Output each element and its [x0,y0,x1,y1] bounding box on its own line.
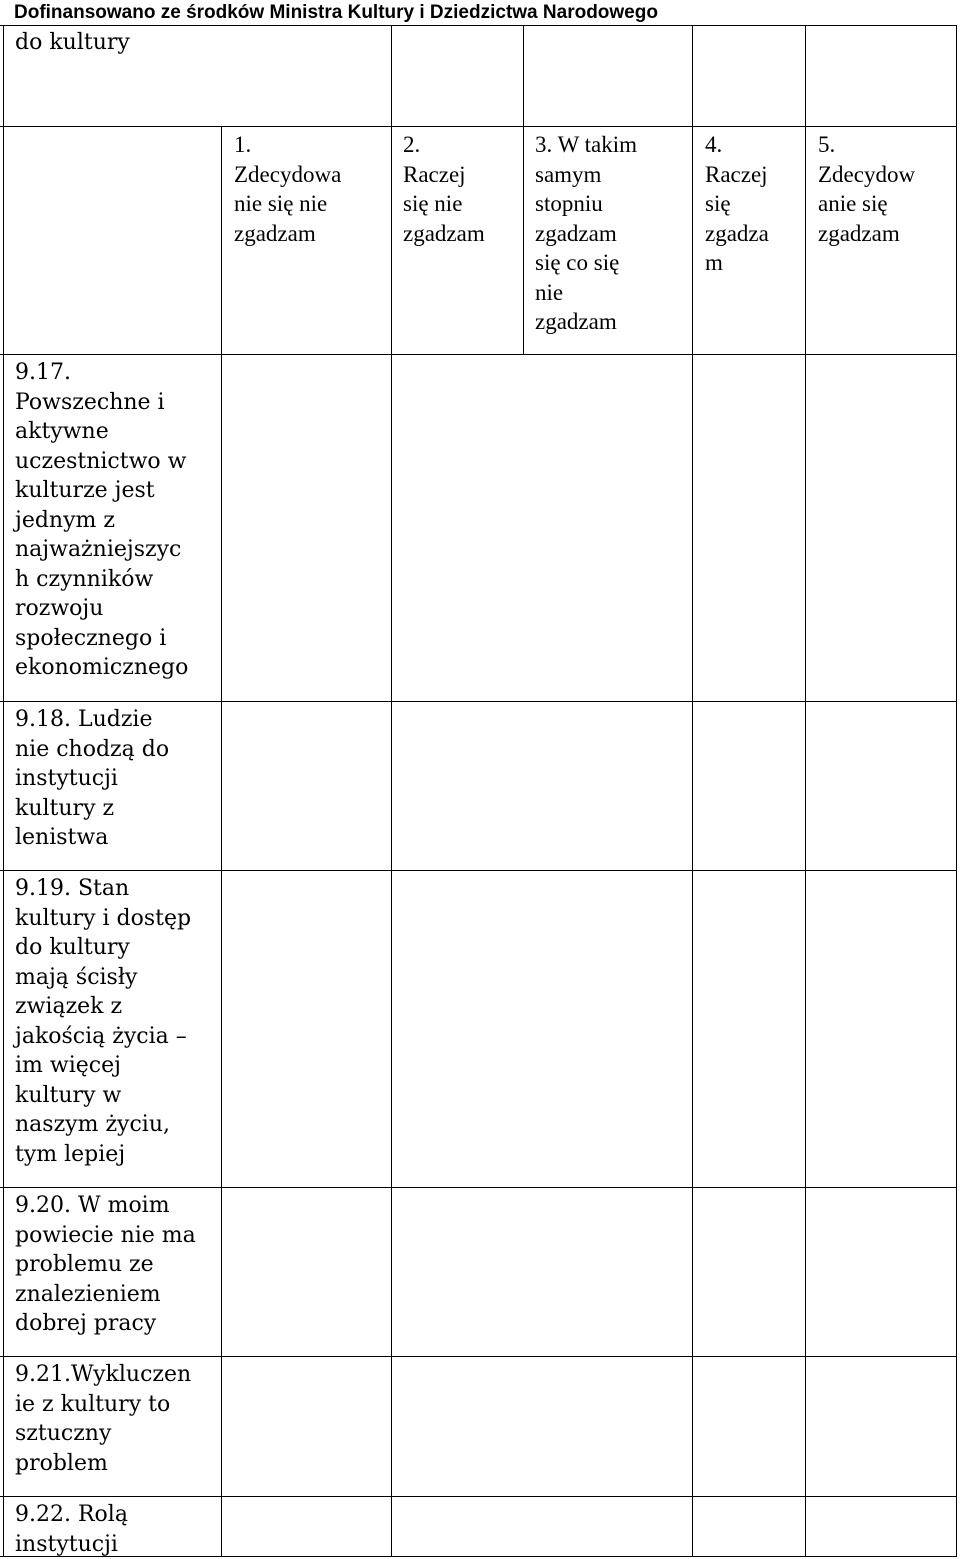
column-header-rather-disagree: 2. Raczej się nie zgadzam [403,132,485,246]
table-rule [523,25,524,355]
statement-row-9-22: 9.22. Rolą instytucji [15,1502,128,1557]
table-rule [805,25,806,1557]
table-rule [0,126,957,127]
table-rule [0,1556,957,1557]
table-rule [221,126,222,1557]
table-rule [0,870,957,871]
table-rule [3,25,4,1557]
table-rule [692,25,693,1557]
column-header-neutral: 3. W takim samym stopniu zgadzam się co się nie zgadzam [535,132,638,334]
statement-row-9-21: 9.21.Wykluczen ie z kultury to sztuczny problem [15,1362,192,1476]
funding-note: Dofinansowano ze środków Ministra Kultury i Dziedzictwa Narodowego [14,2,658,23]
table-rule [0,701,957,702]
table-rule [956,25,957,1557]
statement-row-9-20: 9.20. W moim powiecie nie ma problemu ze znalezieniem dobrej pracy [15,1193,196,1336]
statement-row-9-17: 9.17. Powszechne i aktywne uczestnictwo w kulturze jest jednym z najważniejszyc h czynników rozwoju społecznego i ekonomicznego [15,360,189,680]
table-rule [0,25,957,26]
table-rule [391,25,392,1557]
statement-row-9-18: 9.18. Ludzie nie chodzą do instytucji kultury z lenistwa [15,707,170,850]
column-header-rather-agree: 4. Raczej się zgadza m [705,132,769,275]
table-rule [0,1356,957,1357]
table-rule [0,1187,957,1188]
table-rule [0,1496,957,1497]
column-header-strongly-agree: 5. Zdecydow anie się zgadzam [818,132,916,246]
continued-cell-text: do kultury [15,30,130,55]
table-rule [0,354,957,355]
statement-row-9-19: 9.19. Stan kultury i dostęp do kultury mają ścisły związek z jakością życia – im więcej kultury w naszym życiu, tym lepiej [15,876,192,1167]
column-header-strongly-disagree: 1. Zdecydowa nie się nie zgadzam [234,132,342,246]
